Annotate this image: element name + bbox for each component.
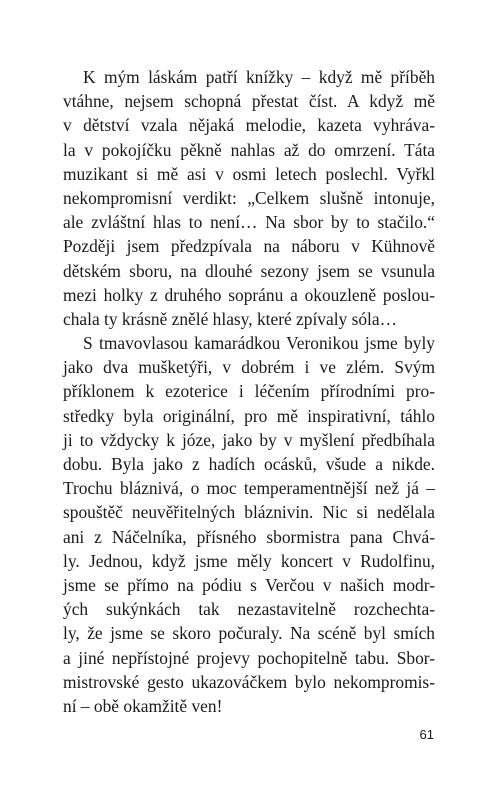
text-line: la v pokojíčku pěkně nahlas až do omrzení. Táta (63, 139, 435, 160)
text-line: středky byla originální, pro mě inspirativní, táhlo (63, 405, 435, 426)
text-line: ly. Jednou, když jsme měly koncert v Rudolfinu, (63, 550, 435, 571)
text-line: a jiné nepřístojné projevy pochopitelně tabu. Sbor- (63, 647, 435, 668)
text-line: v dětství vzala nějaká melodie, kazeta vyhráva- (63, 115, 435, 136)
text-line: jako dva mušketýři, v dobrém i ve zlém. Svým (63, 357, 435, 378)
text-line: muzikant si mě asi v osmi letech poslechl. Vyřkl (63, 163, 435, 184)
text-line: mezi holky z druhého sopránu a okouzleně poslou- (63, 284, 435, 305)
text-line: ní – obě okamžitě ven! (63, 695, 223, 716)
text-line: ly, že jsme se skoro počuraly. Na scéně byl smích (63, 623, 435, 644)
text-line: ani z Náčelníka, přísného sbormistra pana Chvá- (63, 526, 435, 547)
text-line: dobu. Byla jako z hadích ocásků, všude a nikde. (63, 454, 435, 474)
text-line: mistrovské gesto ukazováčkem bylo nekompromis- (63, 671, 435, 692)
text-line: jsme se přímo na pódiu s Verčou v našich modr- (63, 574, 435, 595)
page-number: 61 (419, 727, 434, 742)
text-line: příklonem k ezoterice i léčením přírodními pro- (63, 381, 435, 402)
text-line: vtáhne, nejsem schopná přestat číst. A když mě (63, 91, 435, 112)
text-line: dětském sboru, na dlouhé sezony jsem se vsunula (63, 260, 435, 281)
text-line: K mým láskám patří knížky – když mě příběh (83, 67, 435, 87)
text-line: spouštěč neuvěřitelných bláznivin. Nic si nedělala (63, 502, 435, 523)
text-line: S tmavovlasou kamarádkou Veronikou jsme byly (83, 333, 435, 354)
paragraph-2 (63, 331, 435, 718)
text-line: ji to vždycky k józe, jako by v myšlení předbíhala (63, 429, 435, 450)
text-line: ale zvláštní hlas to není… Na sbor by to stačilo.“ (63, 212, 435, 233)
text-line: Trochu bláznivá, o moc temperamentnější než já – (63, 478, 435, 499)
text-line: nekompromisní verdikt: „Celkem slušně intonuje, (63, 187, 435, 208)
body-text (63, 65, 435, 718)
text-line: ých sukýnkách tak nezastavitelně rozchechta- (63, 599, 435, 620)
text-line: chala ty krásně znělé hlasy, které zpívaly sóla… (63, 308, 397, 329)
text-line: Později jsem předzpívala na náboru v Kühnově (63, 236, 435, 257)
paragraph-1 (63, 65, 435, 331)
